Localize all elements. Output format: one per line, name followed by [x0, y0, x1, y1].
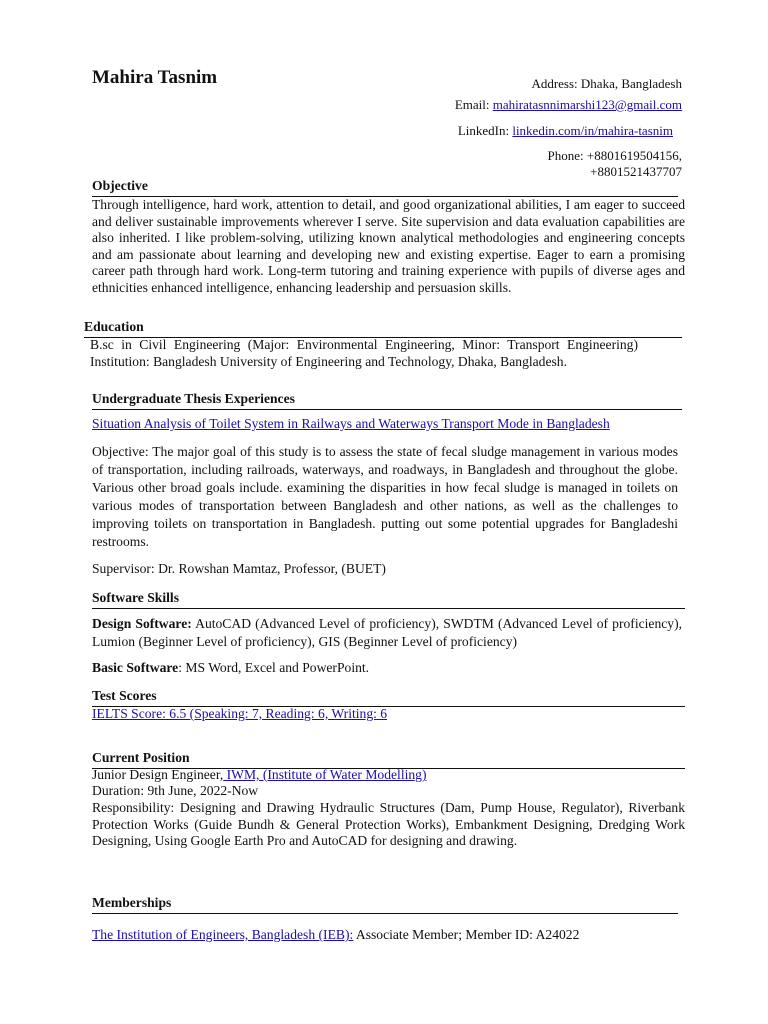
design-software-list: AutoCAD (Advanced Level of proficiency), SWDTM (Advanced Level of proficiency), Lumion (Beginner Level of proficiency), GIS (Beginner Level of proficiency) — [92, 616, 683, 649]
linkedin-link[interactable]: linkedin.com/in/mahira-tasnim — [512, 123, 673, 138]
membership-line — [92, 927, 579, 944]
email-line — [455, 97, 682, 114]
design-software-label: Design Software: — [92, 616, 192, 631]
thesis-objective-text: Objective: The major goal of this study is to assess the state of fecal sludge management in various modes of transportation, including railroads, waterways, and roadways, in Bangladesh and throughout the globe. Various other broad goals include. examining the disparities in how fecal sludge is managed in toilets on various modes of transportation between Bangladesh and other nations, as well as the challenges to improving toilets on transportation in Bangladesh. putting out some potential upgrades for Bangladeshi restrooms. — [92, 444, 678, 549]
memberships-heading: Memberships — [92, 895, 678, 914]
ielts-score-link[interactable]: IELTS Score: 6.5 (Speaking: 7, Reading: 6, Writing: 6 — [92, 706, 388, 721]
address-line: Address: Dhaka, Bangladesh — [531, 76, 682, 91]
thesis-supervisor: Supervisor: Dr. Rowshan Mamtaz, Professor, (BUET) — [92, 561, 386, 576]
ieb-link[interactable]: The Institution of Engineers, Bangladesh (IEB): — [92, 927, 354, 942]
position-role-line — [92, 767, 427, 784]
objective-text: Through intelligence, hard work, attention to detail, and good organizational abilities, I am eager to succeed and deliver sustainable improvements wherever I serve. Site supervision and data evaluation capabilities are also inherited. I like problem-solving, utilizing known analytical methodologies and engineering concepts and am passionate about learning and developing new and existing expertise. Eager to earn a promising career path through hard work. Long-term tutoring and training experience with pupils of diverse ages and ethnicities enhanced intelligence, enhancing leadership and persuasion skills. — [92, 197, 685, 295]
phone-line-2: +8801521437707 — [590, 164, 682, 179]
candidate-name: Mahira Tasnim — [92, 67, 218, 88]
position-role: Junior Design Engineer, — [92, 767, 224, 782]
design-software-text — [92, 615, 682, 651]
thesis-heading: Undergraduate Thesis Experiences — [92, 391, 682, 410]
thesis-title-link[interactable]: Situation Analysis of Toilet System in Railways and Waterways Transport Mode in Bangladesh — [92, 416, 610, 431]
basic-software-label: Basic Software — [92, 660, 179, 675]
linkedin-line — [458, 123, 673, 140]
membership-detail: Associate Member; Member ID: A24022 — [353, 927, 580, 942]
education-heading: Education — [84, 319, 682, 338]
software-heading: Software Skills — [92, 590, 685, 609]
current-position-heading: Current Position — [92, 750, 685, 769]
education-text: B.sc in Civil Engineering (Major: Environmental Engineering, Minor: Transport Engineering) Institution: Bangladesh University of Engineering and Technology, Dhaka, Bangladesh. — [90, 337, 638, 369]
objective-heading: Objective — [92, 178, 678, 197]
email-link[interactable]: mahiratasnnimarshi123@gmail.com — [492, 97, 682, 112]
email-label: Email: — [454, 97, 493, 112]
linkedin-label: LinkedIn: — [457, 123, 513, 138]
test-scores-heading: Test Scores — [92, 688, 685, 707]
phone-line-1: Phone: +8801619504156, — [547, 148, 682, 163]
basic-software-text — [92, 660, 369, 677]
position-duration: Duration: 9th June, 2022-Now — [92, 783, 259, 798]
position-org-link[interactable]: IWM, (Institute of Water Modelling) — [223, 767, 427, 782]
position-responsibility: Responsibility: Designing and Drawing Hydraulic Structures (Dam, Pump House, Regulator), Riverbank Protection Works (Guide Bundh & General Protection Works), Embankment Designing, Dredging Work Designing, Using Google Earth Pro and AutoCAD for designing and drawing. — [92, 800, 685, 848]
basic-software-list: : MS Word, Excel and PowerPoint. — [178, 660, 370, 675]
